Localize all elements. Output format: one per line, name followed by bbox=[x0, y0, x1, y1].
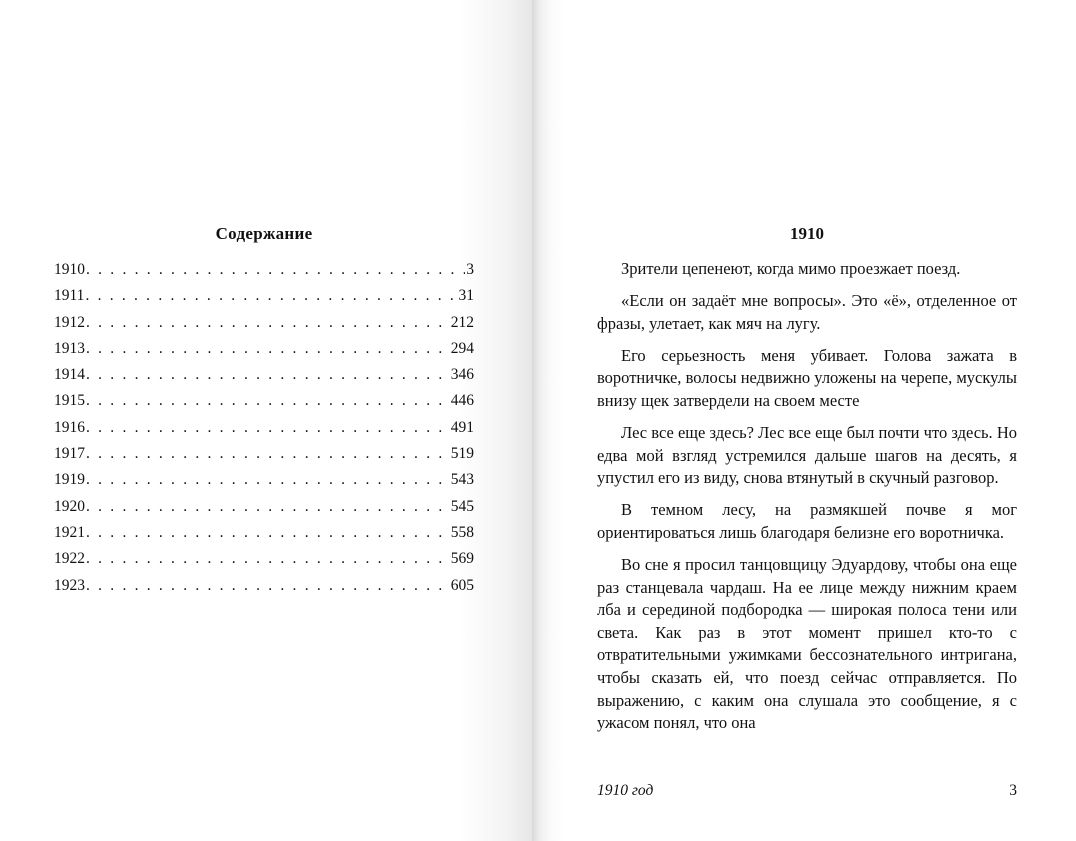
toc-entry-page: 558 bbox=[450, 523, 474, 541]
toc-leader-dots bbox=[86, 312, 450, 334]
paragraph: Во сне я просил танцовщицу Эдуардову, чтобы она еще раз станцевала чардаш. На ее лице между нижним краем лба и серединой подбородка — широкая полоса тени или света. Как раз в этот момент пришел кто-то с отвратительными ужимками бессознательного интригана, чтобы сказать ей, что поезд сейчас отправляется. По выражению, с каким она слушала это сообщение, я с ужасом понял, что она bbox=[597, 555, 1017, 733]
toc-entry[interactable] bbox=[54, 548, 474, 574]
toc-entry-year: 1915 bbox=[54, 392, 85, 410]
toc-entry[interactable] bbox=[54, 417, 474, 443]
toc-leader-dots bbox=[86, 443, 450, 465]
toc-entry[interactable] bbox=[54, 390, 474, 416]
toc-entry[interactable] bbox=[54, 312, 474, 338]
toc-entry-page: 543 bbox=[450, 471, 474, 489]
paragraph: В темном лесу, на размякшей почве я мог ориентироваться лишь благодаря белизне его воротничка. bbox=[597, 500, 1017, 542]
left-page bbox=[0, 0, 532, 841]
toc-entry[interactable] bbox=[54, 443, 474, 469]
toc-entry-page: 545 bbox=[450, 497, 474, 515]
toc-entry-year: 1913 bbox=[54, 339, 85, 357]
toc-entry-year: 1917 bbox=[54, 445, 85, 463]
paragraph: Его серьезность меня убивает. Голова зажата в воротничке, волосы недвижно уложены на черепе, мускулы внизу щек затвердели на своем месте bbox=[597, 345, 1017, 410]
toc-entry-year: 1923 bbox=[54, 576, 85, 594]
toc-entry[interactable] bbox=[54, 338, 474, 364]
toc-leader-dots bbox=[86, 417, 450, 439]
toc-entry-page: 569 bbox=[450, 550, 474, 568]
chapter-title: 1910 bbox=[790, 224, 824, 243]
toc-entry-page: 3 bbox=[466, 261, 474, 278]
toc-leader-dots bbox=[86, 522, 450, 544]
toc-entry-year: 1916 bbox=[54, 418, 85, 436]
toc-leader-dots bbox=[86, 259, 465, 281]
toc-entry[interactable] bbox=[54, 469, 474, 495]
table-of-contents bbox=[54, 259, 474, 601]
toc-entry-year: 1912 bbox=[54, 313, 85, 331]
paragraph: Зрители цепенеют, когда мимо проезжает поезд. bbox=[621, 259, 961, 278]
toc-entry[interactable] bbox=[54, 364, 474, 390]
toc-entry-year: 1910 bbox=[54, 261, 85, 278]
toc-leader-dots bbox=[86, 338, 450, 360]
toc-leader-dots bbox=[85, 285, 457, 307]
toc-leader-dots bbox=[86, 364, 450, 386]
toc-entry-page: 519 bbox=[450, 445, 474, 463]
running-footer: 1910 год bbox=[597, 782, 654, 799]
paragraph: Лес все еще здесь? Лес все еще был почти что здесь. Но едва мой взгляд устремился дальше шагов на десять, я упустил его из виду, снова втянутый в скучный разговор. bbox=[597, 423, 1017, 488]
toc-entry-year: 1919 bbox=[54, 471, 85, 489]
toc-leader-dots bbox=[86, 575, 450, 597]
toc-entry-page: 491 bbox=[450, 418, 474, 436]
toc-entry-year: 1922 bbox=[54, 550, 85, 568]
toc-entry-page: 605 bbox=[450, 576, 474, 594]
paragraph: «Если он задаёт мне вопросы». Это «ё», отделенное от фразы, улетает, как мяч на лугу. bbox=[597, 291, 1017, 333]
page-number: 3 bbox=[1009, 782, 1017, 799]
toc-entry[interactable] bbox=[54, 285, 474, 311]
toc-leader-dots bbox=[86, 390, 450, 412]
chapter-body bbox=[597, 258, 1017, 744]
toc-leader-dots bbox=[86, 469, 450, 491]
toc-entry-page: 294 bbox=[450, 339, 474, 357]
toc-entry-page: 446 bbox=[450, 392, 474, 410]
toc-title: Содержание bbox=[215, 224, 313, 243]
toc-entry-page: 31 bbox=[458, 287, 474, 305]
toc-entry-page: 346 bbox=[450, 366, 474, 384]
toc-leader-dots bbox=[86, 496, 450, 518]
toc-entry-year: 1914 bbox=[54, 366, 85, 384]
toc-entry[interactable] bbox=[54, 575, 474, 601]
toc-entry-year: 1920 bbox=[54, 497, 85, 515]
toc-entry-year: 1911 bbox=[54, 287, 85, 305]
toc-leader-dots bbox=[86, 548, 450, 570]
toc-entry-year: 1921 bbox=[54, 523, 85, 541]
toc-entry[interactable] bbox=[54, 496, 474, 522]
toc-entry-page: 212 bbox=[450, 313, 474, 331]
toc-entry[interactable] bbox=[54, 259, 474, 285]
toc-entry[interactable] bbox=[54, 522, 474, 548]
